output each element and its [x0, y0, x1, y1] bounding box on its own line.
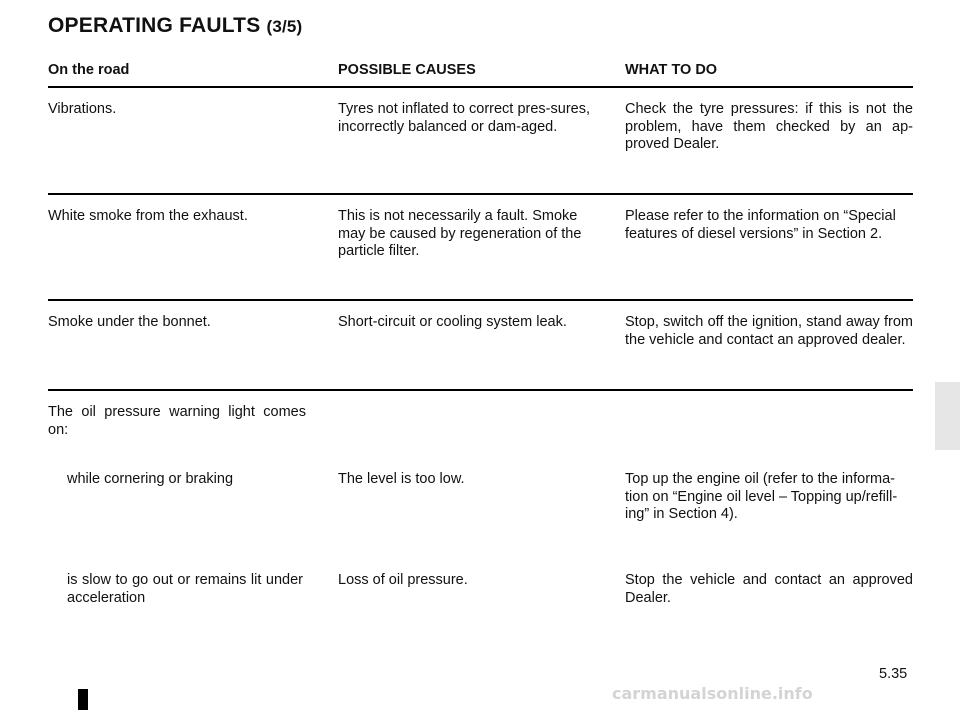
- cause-cornering: The level is too low.: [338, 471, 465, 487]
- action-smoke-bonnet: Stop, switch off the ignition, stand away from the vehicle and contact an approved dealer.: [625, 314, 913, 348]
- cause-white-smoke: This is not necessarily a fault. Smoke may be caused by regeneration of the particle filter.: [338, 208, 582, 259]
- action-vibrations: Check the tyre pressures: if this is not the problem, have them checked by an ap-proved Dealer.: [625, 101, 913, 152]
- cause-vibrations: Tyres not inflated to correct pres-sures, incorrectly balanced or dam-aged.: [338, 101, 590, 135]
- row-divider: [48, 193, 913, 195]
- table-header: [0, 62, 960, 82]
- action-white-smoke: Please refer to the information on “Special features of diesel versions” in Section 2.: [625, 208, 896, 242]
- fault-white-smoke: White smoke from the exhaust.: [48, 208, 248, 224]
- page-number: 5.35: [879, 666, 908, 682]
- fault-oil-pressure: The oil pressure warning light comes on:: [48, 404, 306, 438]
- fault-vibrations: Vibrations.: [48, 101, 117, 117]
- page-title-part: (3/5): [266, 17, 303, 36]
- row-divider: [48, 299, 913, 301]
- page-title-main: OPERATING FAULTS: [48, 14, 261, 37]
- fault-smoke-bonnet: Smoke under the bonnet.: [48, 314, 211, 330]
- header-divider: [48, 86, 913, 88]
- header-what-to-do: WHAT TO DO: [625, 62, 718, 78]
- page-marker: [78, 689, 88, 710]
- row-divider: [48, 389, 913, 391]
- subfault-acceleration: is slow to go out or remains lit under acceleration: [67, 572, 303, 606]
- action-acceleration: Stop the vehicle and contact an approved Dealer.: [625, 572, 913, 606]
- cause-acceleration: Loss of oil pressure.: [338, 572, 468, 588]
- page-title: [48, 14, 302, 38]
- header-possible-causes: POSSIBLE CAUSES: [338, 62, 476, 78]
- section-tab: [935, 382, 960, 450]
- subfault-cornering: while cornering or braking: [67, 471, 234, 487]
- watermark: carmanualsonline.info: [612, 684, 813, 703]
- header-on-the-road: On the road: [48, 62, 130, 78]
- action-cornering: Top up the engine oil (refer to the informa-tion on “Engine oil level – Topping up/refill-ing” in Section 4).: [625, 471, 898, 522]
- cause-smoke-bonnet: Short-circuit or cooling system leak.: [338, 314, 567, 330]
